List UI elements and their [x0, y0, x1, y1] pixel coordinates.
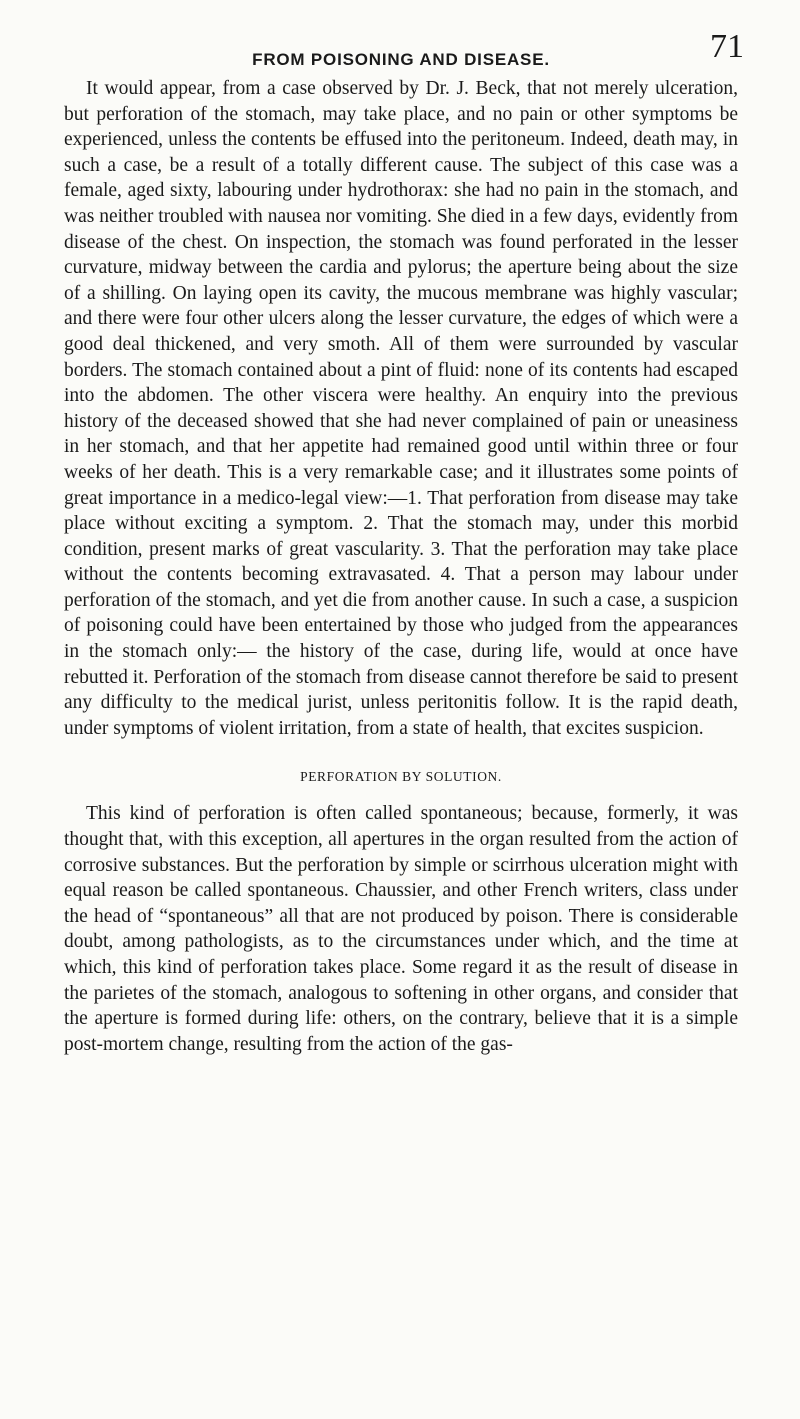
running-title: FROM POISONING AND DISEASE. — [252, 50, 550, 69]
body-paragraph: This kind of perforation is often called spontaneous; because, formerly, it was thought that, with this exception, all apertures in the organ resulted from the action of corrosive substances. But the perforation by simple or scirrhous ulceration might with equal reason be called spontaneous. Chaussier, and other French writers, class under the head of “spontaneous” all that are not produced by poison. There is considerable doubt, among pathologists, as to the circumstances under which, and the time at which, this kind of perforation takes place. Some regard it as the result of disease in the parietes of the stomach, analogous to softening in other organs, and consider that the aperture is formed during life: others, on the contrary, believe that it is a simple post-mortem change, resulting from the action of the gas- — [64, 803, 738, 1055]
running-head — [64, 28, 744, 69]
body-paragraph: It would appear, from a case observed by Dr. J. Beck, that not merely ulceration, but perforation of the stomach, may take place, and no pain or other symptoms be experienced, unless the contents be effused into the peritoneum. Indeed, death may, in such a case, be a result of a totally different cause. The subject of this case was a female, aged sixty, labouring under hydrothorax: she had no pain in the stomach, and was neither troubled with nausea nor vomiting. She died in a few days, evidently from disease of the chest. On inspection, the stomach was found perforated in the lesser curvature, midway between the cardia and pylorus; the aperture being about the size of a shilling. On laying open its cavity, the mucous membrane was highly vascular; and there were four other ulcers along the lesser curvature, the edges of which were a good deal thickened, and very smoth. All of them were surrounded by vascular borders. The stomach contained about a pint of fluid: none of its contents had escaped into the abdomen. The other viscera were healthy. An enquiry into the previous history of the deceased showed that she had never complained of pain or uneasiness in her stomach, and that her appetite had remained good until within three or four weeks of her death. This is a very remarkable case; and it illustrates some points of great importance in a medico-legal view:—1. That perforation from disease may take place without exciting a symptom. 2. That the stomach may, under this morbid condition, present marks of great vascularity. 3. That the perforation may take place without the contents becoming extravasated. 4. That a person may labour under perforation of the stomach, and yet die from another cause. In such a case, a suspicion of poisoning could have been entertained by those who judged from the appearances in the stomach only:— the history of the case, during life, would at once have rebutted it. Perforation of the stomach from disease cannot therefore be said to present any difficulty to the medical jurist, unless peritonitis follow. It is the rapid death, under symptoms of violent irritation, from a state of health, that excites suspicion. — [64, 78, 738, 739]
page-number: 71 — [710, 28, 744, 65]
section-heading: PERFORATION BY SOLUTION. — [300, 769, 502, 785]
